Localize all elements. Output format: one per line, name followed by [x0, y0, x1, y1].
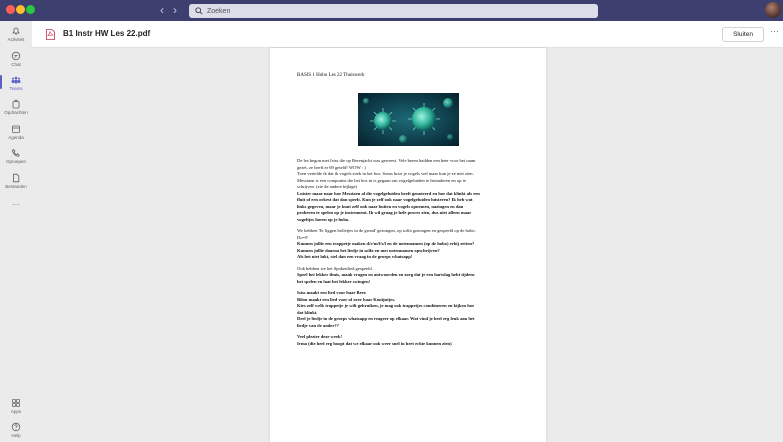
- minimize-window-button[interactable]: [16, 5, 25, 14]
- document-line: liedje van de ander??: [297, 322, 339, 328]
- document-line: Isiss maakt een lied voor haar Beer.: [297, 290, 367, 295]
- document-line: dat klinkt.: [297, 309, 318, 315]
- document-line: Bilou maakt een lied voor of over haar Konijntjes.: [297, 296, 396, 302]
- document-line: Veel plezier deze week!: [297, 334, 343, 339]
- rail-item-calls[interactable]: [0, 148, 32, 164]
- avatar[interactable]: [765, 2, 781, 18]
- document-line: De les begon met Isiss die op Berenjacht was geweest. Vele beren hadden een beer voor het raam: [297, 158, 476, 163]
- document-line: Kunnen jullie een trappetje maken d/r/m/f/s/l en de notennamen (op de hobo) erbij zetten?: [297, 241, 475, 246]
- rail-label: Agenda: [8, 135, 24, 140]
- document-line: Luister maar naar hoe Messiaen al die vogelgeluiden heeft genoteerd en hoe dat klinkt als een: [297, 190, 480, 196]
- assignments-icon: [11, 99, 21, 109]
- search-placeholder: Zoeken: [207, 7, 231, 15]
- calendar-icon: [11, 124, 21, 134]
- window-titlebar: [0, 0, 783, 21]
- bell-icon: [11, 26, 21, 36]
- pdf-page: [270, 48, 546, 442]
- pdf-file-icon: [46, 29, 55, 40]
- document-line: schrijven. (zie de andere bijlage): [297, 184, 358, 189]
- document-line: Kies zelf welk trappetje je wilt gebruiken, je mag ook trappetjes combineren en kijken hoe: [297, 303, 475, 308]
- rail-label: Bestanden: [5, 184, 27, 189]
- document-line: Als het niet lukt, stel dan een vraag in de groeps whatsapp!: [297, 254, 413, 259]
- file-viewer-header: [32, 21, 783, 48]
- document-body: [297, 158, 522, 347]
- rail-label: Activiteit: [7, 37, 25, 42]
- rail-label: Teams: [9, 86, 23, 91]
- forward-arrow-icon[interactable]: ›: [173, 3, 177, 17]
- document-line: Messiaen is een componist die het bos in is gegaan om vogelgeluiden te bestuderen en op te: [297, 177, 466, 183]
- rail-item-teams[interactable]: [0, 75, 32, 91]
- rail-item-activity[interactable]: [0, 26, 32, 42]
- document-line: Kunnen jullie daarna het liedje in solfa en met notennamen opschrijven?: [297, 247, 440, 253]
- rail-item-files[interactable]: [0, 173, 32, 189]
- document-line: We hebben 'Er liggen bolletjes in de grond' gezongen, op solfa gezongen en gespeeld op de hobo.: [297, 228, 476, 233]
- help-icon: [11, 422, 21, 432]
- back-arrow-icon[interactable]: ‹: [160, 3, 164, 17]
- document-line: Irma (die heel erg hoopt dat we elkaar ook weer snel in heet echie kunnen zien): [297, 340, 452, 346]
- rail-label: Oproepen: [5, 159, 26, 164]
- close-button[interactable]: Sluiten: [722, 27, 764, 42]
- rail-label: Opdrachten: [4, 110, 28, 115]
- document-line: fluit of een orkest dat dan speelt. Kun je zelf ook naar vogelgeluiden luisteren? Ik heb wat: [297, 197, 473, 202]
- rail-item-assignments[interactable]: [0, 99, 32, 115]
- document-line: links gegeven, maar je kunt zelf ook naar buiten en vogels opnemen, nazingen en dan: [297, 203, 464, 209]
- more-options-icon[interactable]: ···: [770, 26, 779, 36]
- app-rail: [0, 21, 32, 442]
- more-apps-icon[interactable]: ···: [12, 200, 20, 209]
- pdf-viewer[interactable]: [32, 48, 783, 442]
- document-line: Ook hebben we het Spokenlied gespeeld.: [297, 265, 373, 271]
- rail-item-help[interactable]: [0, 422, 32, 438]
- phone-icon: [11, 148, 21, 158]
- search-icon: [195, 7, 203, 15]
- document-line: Speel het lekker thuis, maak vragen en antwoorden en zorg dat je een hartslag hebt tijdens: [297, 272, 475, 277]
- virus-image: [358, 93, 459, 146]
- rail-item-calendar[interactable]: [0, 124, 32, 140]
- chat-icon: [11, 51, 21, 61]
- document-line: proberen te spelen op je instrument. Ik wil graag je hele proces zien, dus niet alleen maar: [297, 210, 472, 215]
- document-heading: BASIS 1 Hobo Les 22 Thuiswerk: [297, 73, 365, 78]
- teams-icon: [11, 75, 21, 85]
- apps-icon: [11, 398, 21, 408]
- file-title: B1 Instr HW Les 22.pdf: [63, 29, 151, 38]
- rail-item-chat[interactable]: [0, 51, 32, 67]
- rail-label: Apps: [10, 409, 22, 414]
- rail-label: Chat: [11, 62, 21, 67]
- document-line: Deel je liedje in de groeps whatsapp en reageer op elkaar. Wat vind je heel erg leuk aan het: [297, 316, 475, 321]
- search-input[interactable]: [189, 4, 598, 18]
- document-line: vogeltjes horen op je hobo.: [297, 216, 350, 222]
- document-line: Do=F: [297, 234, 308, 240]
- rail-label: Help: [11, 433, 21, 438]
- document-line: gezet, ze heeft er 69 geteld! WOW : ): [297, 164, 366, 170]
- rail-item-apps[interactable]: [0, 398, 32, 414]
- document-line: het spelen en laat het lekker swingen!: [297, 278, 371, 284]
- document-line: Toen vertelde ik dat ik vogels zoek in het bos. Soms hoor je vogels wel maar kun je ze niet zien.: [297, 171, 474, 176]
- file-icon: [11, 173, 21, 183]
- maximize-window-button[interactable]: [26, 5, 35, 14]
- close-window-button[interactable]: [6, 5, 15, 14]
